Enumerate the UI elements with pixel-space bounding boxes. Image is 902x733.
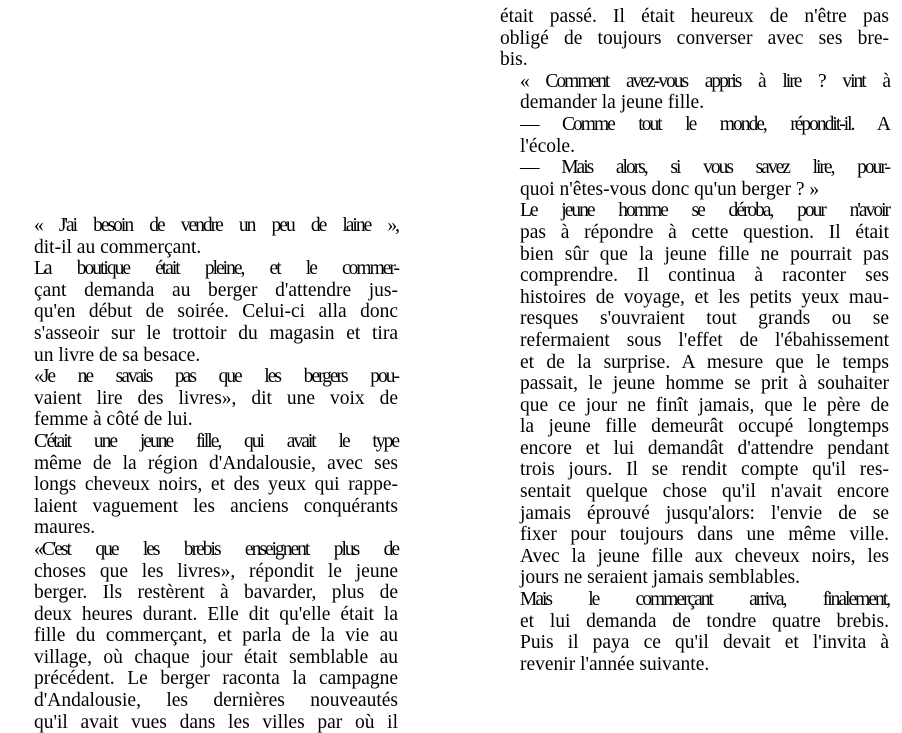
text-line: qu'il avait vues dans les villes par où il [34, 711, 398, 733]
text-line: était passé. Il était heureux de n'être pas [500, 6, 889, 27]
text-line: « Comment avez-vous appris à lire ? vint à [520, 70, 889, 92]
right-column [500, 6, 889, 675]
paragraph [14, 539, 398, 733]
paragraph [14, 431, 398, 539]
text-line: laient vaguement les anciens conquérants [34, 495, 398, 517]
paragraph [14, 215, 398, 258]
text-line: femme à côté de lui. [34, 409, 193, 431]
text-line: deux heures durant. Elle dit qu'elle était la [34, 603, 398, 625]
text-line: Le jeune homme se déroba, pour n'avoir [520, 200, 889, 222]
text-line: «C'est que les brebis enseignent plus de [34, 538, 398, 560]
paragraph [500, 114, 889, 157]
text-line: encore et lui demandât d'attendre pendant [520, 437, 889, 459]
paragraph [500, 157, 889, 200]
paragraph [14, 258, 398, 366]
paragraph [500, 6, 889, 71]
text-line: la jeune fille demeurât occupé longtemps [520, 416, 889, 438]
text-line: longs cheveux noirs, et des yeux qui rappe- [34, 474, 398, 496]
text-line: l'école. [520, 135, 575, 157]
text-line: d'Andalousie, les dernières nouveautés [34, 690, 398, 712]
text-line: Avec la jeune fille aux cheveux noirs, les [520, 545, 889, 567]
paragraph [500, 200, 889, 589]
text-line: resques s'ouvraient tout grands ou se [520, 308, 889, 330]
text-line: que ce jour ne finît jamais, que le père de [520, 394, 889, 416]
paragraph [14, 366, 398, 431]
text-line: La boutique était pleine, et le commer- [34, 258, 398, 280]
text-line: Puis il paya ce qu'il devait et l'invita à [520, 632, 889, 654]
text-line: pas à répondre à cette question. Il était [520, 221, 889, 243]
text-line: vaient lire des livres», dit une voix de [34, 387, 398, 409]
text-line: revenir l'année suivante. [520, 653, 710, 675]
text-line: s'asseoir sur le trottoir du magasin et tira [34, 322, 398, 344]
text-line: et lui demanda de tondre quatre brebis. [520, 610, 889, 632]
text-line: jamais éprouvé jusqu'alors: l'envie de se [520, 502, 889, 524]
text-line: refermaient sous l'effet de l'ébahissement [520, 329, 889, 351]
left-column [14, 215, 398, 733]
text-line: «Je ne savais pas que les bergers pou- [34, 366, 398, 388]
text-line: histoires de voyage, et les petits yeux mau- [520, 286, 889, 308]
text-line: sentait quelque chose qu'il n'avait encore [520, 481, 889, 503]
text-line: quoi n'êtes-vous donc qu'un berger ? » [520, 178, 820, 200]
text-line: — Mais alors, si vous savez lire, pour- [520, 157, 889, 179]
paragraph [500, 71, 889, 114]
text-line: C'était une jeune fille, qui avait le type [34, 430, 398, 452]
text-line: berger. Ils restèrent à bavarder, plus de [34, 582, 398, 604]
text-line: dit-il au commerçant. [34, 236, 202, 258]
text-line: passait, le jeune homme se prit à souhaiter [520, 373, 889, 395]
text-line: village, où chaque jour était semblable au [34, 646, 398, 668]
text-line: comprendre. Il continua à raconter ses [520, 265, 889, 287]
text-line: précédent. Le berger raconta la campagne [34, 668, 398, 690]
text-line: maures. [34, 517, 96, 539]
text-line: un livre de sa besace. [34, 344, 201, 366]
text-line: et de la surprise. A mesure que le temps [520, 351, 889, 373]
text-line: jours ne seraient jamais semblables. [520, 567, 800, 589]
text-line: obligé de toujours converser avec ses bre- [500, 27, 889, 49]
text-line: çant demanda au berger d'attendre jus- [34, 279, 398, 301]
text-line: qu'en début de soirée. Celui-ci alla donc [34, 301, 398, 323]
paragraph [500, 589, 889, 675]
text-line: choses que les livres», répondit le jeune [34, 560, 398, 582]
text-line: « J'ai besoin de vendre un peu de laine », [34, 215, 398, 236]
text-line: Mais le commerçant arriva, finalement, [520, 589, 889, 611]
text-line: fixer pour toujours dans une même ville. [520, 524, 889, 546]
text-line: bis. [500, 49, 528, 71]
text-line: demander la jeune fille. [520, 92, 705, 114]
text-line: — Comme tout le monde, répondit-il. A [520, 113, 889, 135]
text-line: même de la région d'Andalousie, avec ses [34, 452, 398, 474]
text-line: fille du commerçant, et parla de la vie au [34, 625, 398, 647]
text-line: trois jours. Il se rendit compte qu'il res- [520, 459, 889, 481]
text-line: bien sûr que la jeune fille ne pourrait pas [520, 243, 889, 265]
